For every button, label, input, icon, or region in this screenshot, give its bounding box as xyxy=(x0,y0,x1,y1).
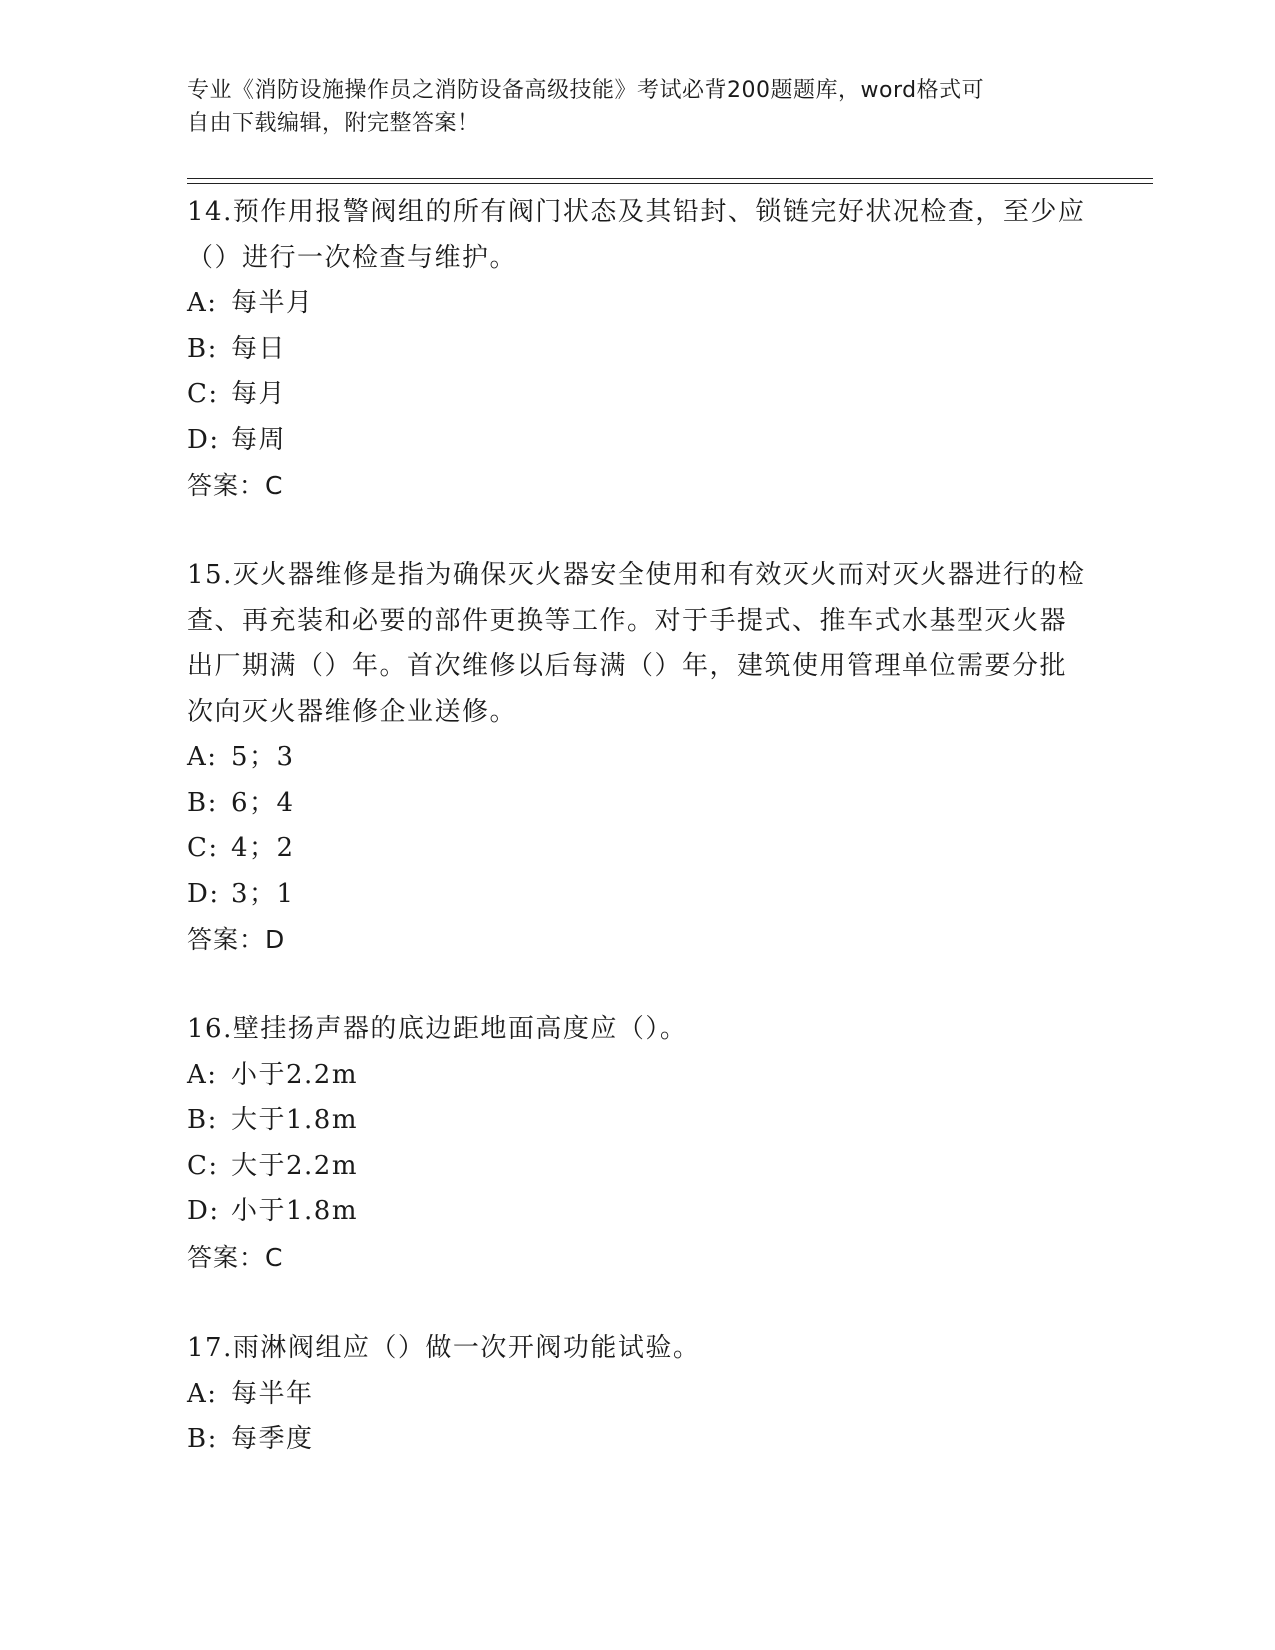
option-text: 4；2 xyxy=(231,833,295,863)
option-text: 3；1 xyxy=(231,878,295,909)
question-16 xyxy=(187,1007,1087,1280)
option-text: 每日 xyxy=(231,333,287,364)
option-label: A: xyxy=(187,1059,218,1090)
option-a xyxy=(187,735,1087,781)
header-line-2: 自由下载编辑，附完整答案！ xyxy=(187,111,480,136)
question-stem: 15.灭火器维修是指为确保灭火器安全使用和有效灭火而对灭火器进行的检查、再充装和必要的部件更换等工作。对于手提式、推车式水基型灭火器出厂期满（）年。首次维修以后每满（）年，建筑使用管理单位需要分批次向灭火器维修企业送修。 xyxy=(187,560,1086,727)
option-a xyxy=(187,1053,1087,1099)
option-d xyxy=(187,418,1087,464)
question-14 xyxy=(187,190,1087,509)
option-a xyxy=(187,1372,1087,1418)
option-label: C: xyxy=(187,379,219,409)
document-header xyxy=(187,74,1067,140)
option-text: 每半月 xyxy=(231,288,314,318)
option-d xyxy=(187,1189,1087,1235)
option-c xyxy=(187,372,1087,418)
option-label: B: xyxy=(187,333,218,364)
option-label: D: xyxy=(187,1196,220,1226)
option-text: 6；4 xyxy=(231,787,295,818)
option-d xyxy=(187,872,1087,918)
option-label: A: xyxy=(187,1378,218,1409)
option-label: A: xyxy=(187,742,218,772)
header-line-1: 专业《消防设施操作员之消防设备高级技能》考试必背200题题库，word格式可 xyxy=(187,78,985,103)
option-label: B: xyxy=(187,1424,218,1454)
option-label: C: xyxy=(187,833,219,863)
option-text: 大于2.2m xyxy=(231,1150,359,1181)
header-divider-bottom xyxy=(187,183,1153,184)
option-label: C: xyxy=(187,1150,219,1181)
option-label: D: xyxy=(187,878,220,909)
option-text: 5；3 xyxy=(231,742,295,772)
option-b xyxy=(187,1417,1087,1463)
option-text: 每半年 xyxy=(231,1378,314,1409)
question-17 xyxy=(187,1326,1087,1463)
option-text: 小于2.2m xyxy=(231,1059,359,1090)
answer-line: 答案：C xyxy=(187,1242,284,1272)
option-label: D: xyxy=(187,424,220,455)
option-b xyxy=(187,781,1087,827)
question-stem: 14.预作用报警阀组的所有阀门状态及其铅封、锁链完好状况检查，至少应（）进行一次检查与维护。 xyxy=(187,197,1086,273)
question-15 xyxy=(187,553,1087,963)
answer-line: 答案：D xyxy=(187,925,286,954)
option-label: A: xyxy=(187,288,218,318)
option-c xyxy=(187,826,1087,872)
option-text: 大于1.8m xyxy=(231,1105,359,1135)
option-a xyxy=(187,281,1087,327)
option-text: 每季度 xyxy=(231,1424,314,1454)
option-b xyxy=(187,327,1087,373)
option-text: 每周 xyxy=(231,424,287,455)
answer-line: 答案：C xyxy=(187,471,284,500)
option-b xyxy=(187,1098,1087,1144)
option-label: B: xyxy=(187,1105,218,1135)
question-stem: 17.雨淋阀组应（）做一次开阀功能试验。 xyxy=(187,1333,701,1363)
option-c xyxy=(187,1144,1087,1190)
option-label: B: xyxy=(187,787,218,818)
option-text: 小于1.8m xyxy=(231,1196,359,1226)
question-stem: 16.壁挂扬声器的底边距地面高度应（）。 xyxy=(187,1014,688,1044)
header-divider-top xyxy=(187,178,1153,179)
option-text: 每月 xyxy=(231,379,287,409)
